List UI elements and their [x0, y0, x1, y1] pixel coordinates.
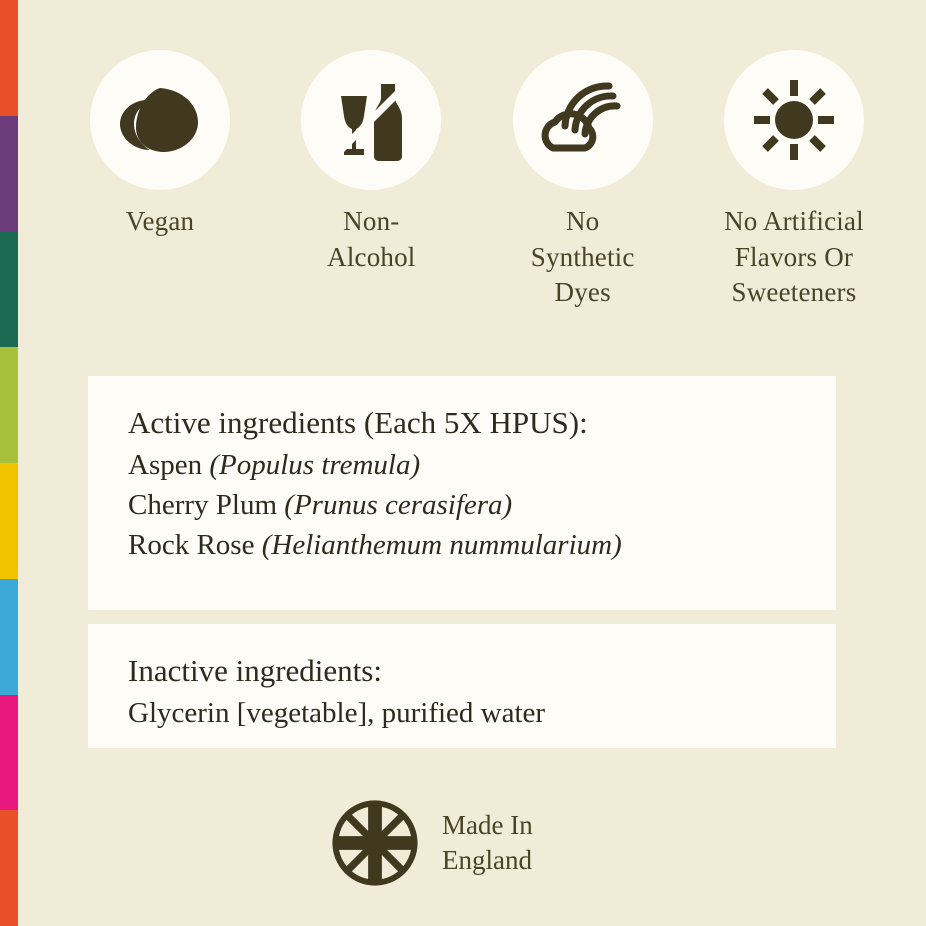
- made-in-line2: England: [442, 845, 532, 875]
- union-jack-flag-icon: [332, 800, 418, 886]
- active-ingredient-row: [128, 525, 796, 565]
- no-alcohol-icon: [321, 70, 421, 170]
- badge-no-synthetic-dyes: [485, 50, 681, 311]
- inactive-ingredients-title: Inactive ingredients:: [128, 653, 382, 688]
- active-ingredients-panel: [88, 376, 836, 610]
- color-strip: [0, 0, 18, 926]
- inactive-ingredient-row: Glycerin [vegetable], purified water: [128, 697, 546, 730]
- active-ingredient-row: [128, 485, 796, 525]
- color-swatch: [0, 347, 18, 463]
- badge-label: No Synthetic Dyes: [530, 206, 635, 308]
- badge-non-alcohol: [273, 50, 469, 275]
- color-swatch: [0, 695, 18, 811]
- made-in-text: [442, 808, 533, 878]
- sun-icon: [744, 70, 844, 170]
- color-swatch: [0, 810, 18, 926]
- color-swatch: [0, 0, 18, 116]
- inactive-ingredients-panel: [88, 624, 836, 748]
- badge-vegan: [62, 50, 258, 240]
- active-ingredients-title: Active ingredients (Each 5X HPUS):: [128, 405, 588, 440]
- badge-row: [62, 50, 892, 311]
- badge-circle: [90, 50, 230, 190]
- color-swatch: [0, 116, 18, 232]
- badge-no-artificial: [696, 50, 892, 311]
- badge-circle: [724, 50, 864, 190]
- made-in-line1: Made In: [442, 809, 533, 840]
- badge-circle: [301, 50, 441, 190]
- badge-label: Vegan: [125, 206, 195, 236]
- ingredient-common-name: Aspen: [128, 449, 210, 482]
- ingredient-common-name: Rock Rose: [128, 529, 262, 562]
- badge-circle: [513, 50, 653, 190]
- made-in-england: [332, 800, 533, 886]
- color-swatch: [0, 579, 18, 695]
- ingredient-latin-name: (Prunus cerasifera): [284, 489, 513, 522]
- leaf-icon: [110, 70, 210, 170]
- ingredient-latin-name: (Helianthemum nummularium): [261, 529, 622, 562]
- color-swatch: [0, 232, 18, 348]
- no-synthetic-dyes-icon: [531, 70, 635, 170]
- badge-label: No Artificial Flavors Or Sweeteners: [724, 206, 864, 308]
- color-swatch: [0, 463, 18, 579]
- ingredient-latin-name: (Populus tremula): [209, 449, 421, 482]
- ingredient-common-name: Cherry Plum: [128, 489, 285, 522]
- active-ingredient-row: [128, 445, 796, 485]
- badge-label: Non- Alcohol: [327, 206, 416, 272]
